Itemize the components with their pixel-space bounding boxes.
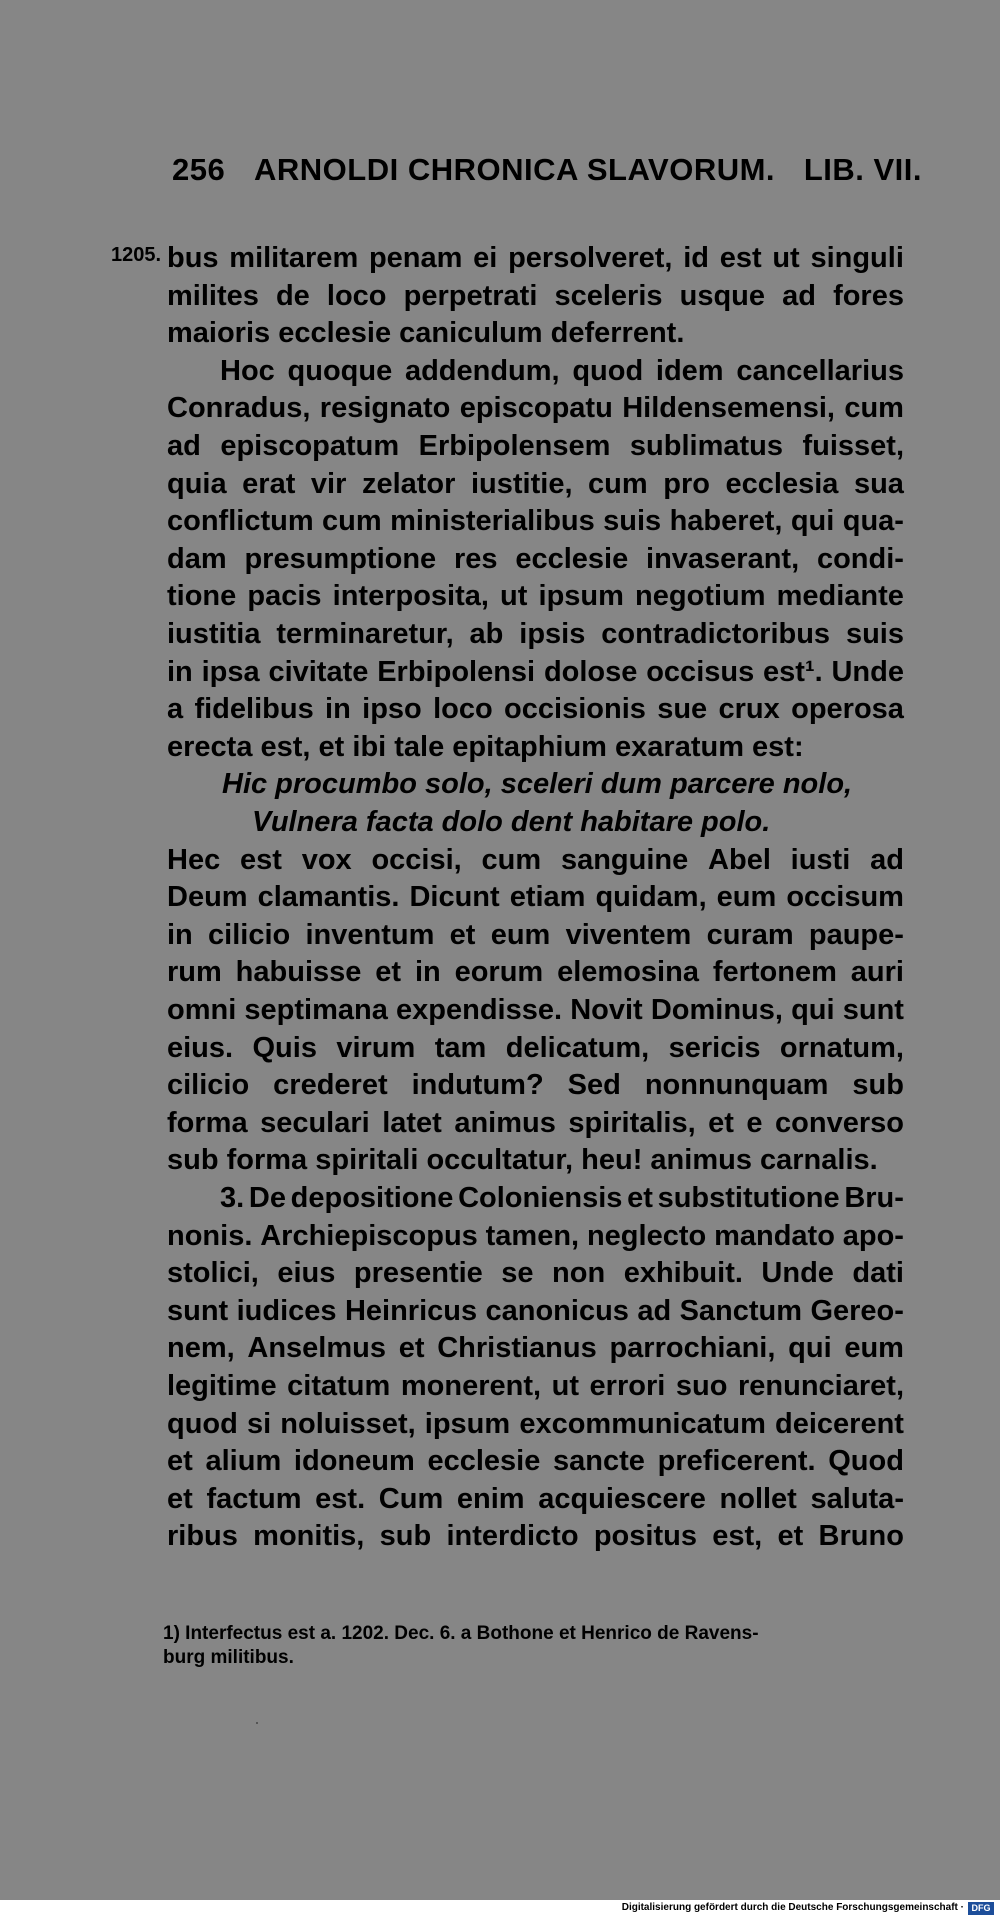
text-line: conflictum cum ministerialibus suis haberet, qui qua-	[167, 505, 904, 537]
text-line: milites de loco perpetrati sceleris usque ad fores	[167, 280, 904, 312]
text-line: Vulnera facta dolo dent habitare polo.	[252, 806, 771, 838]
margin-year: 1205.	[111, 244, 162, 266]
text-line: quod si noluisset, ipsum excommunicatum deicerent	[167, 1408, 904, 1440]
scan-speck	[256, 1722, 258, 1724]
running-title: ARNOLDI CHRONICA SLAVORUM.	[254, 152, 776, 187]
text-line: legitime citatum monerent, ut errori suo renunciaret,	[167, 1370, 904, 1402]
text-line: Hoc quoque addendum, quod idem cancellarius	[220, 355, 904, 387]
text-line: in ipsa civitate Erbipolensi dolose occisus est¹. Unde	[167, 656, 904, 688]
page-number: 256	[172, 152, 226, 187]
text-line: in cilicio inventum et eum viventem curam paupe-	[167, 919, 904, 951]
text-line: sub forma spiritali occultatur, heu! animus carnalis.	[167, 1144, 878, 1176]
footnote-line: 1) Interfectus est a. 1202. Dec. 6. a Bothone et Henrico de Ravens-	[163, 1623, 759, 1644]
text-line: bus militarem penam ei persolveret, id est ut singuli	[167, 242, 904, 274]
text-line: maioris ecclesie caniculum deferrent.	[167, 317, 685, 349]
text-line: nem, Anselmus et Christianus parrochiani, qui eum	[167, 1332, 904, 1364]
footnote-line: burg militibus.	[163, 1647, 294, 1668]
dfg-logo: DFG	[968, 1902, 994, 1915]
text-line: cilicio crederet indutum? Sed nonnunquam sub	[167, 1069, 904, 1101]
text-line: Hic procumbo solo, sceleri dum parcere nolo,	[222, 768, 853, 800]
text-line: et factum est. Cum enim acquiescere nollet saluta-	[167, 1483, 904, 1515]
text-line: a fidelibus in ipso loco occisionis sue crux operosa	[167, 693, 904, 725]
text-line: tione pacis interposita, ut ipsum negotium mediante	[167, 580, 904, 612]
text-line: quia erat vir zelator iustitie, cum pro ecclesia sua	[167, 468, 904, 500]
text-line: et alium idoneum ecclesie sancte preficerent. Quod	[167, 1445, 904, 1477]
text-line: nonis. Archiepiscopus tamen, neglecto mandato apo-	[167, 1220, 904, 1252]
text-line: ad episcopatum Erbipolensem sublimatus fuisset,	[167, 430, 904, 462]
text-line: rum habuisse et in eorum elemosina fertonem auri	[167, 956, 904, 988]
book-number: LIB. VII.	[803, 152, 922, 187]
text-line: Conradus, resignato episcopatu Hildensemensi, cum	[167, 392, 904, 424]
text-line: 3. De depositione Coloniensis et substitutione Bru-	[220, 1182, 904, 1214]
text-line: erecta est, et ibi tale epitaphium exaratum est:	[167, 731, 804, 763]
text-line: Hec est vox occisi, cum sanguine Abel iusti ad	[167, 844, 904, 876]
text-line: eius. Quis virum tam delicatum, sericis ornatum,	[167, 1032, 904, 1064]
text-line: Deum clamantis. Dicunt etiam quidam, eum occisum	[167, 881, 904, 913]
text-line: forma seculari latet animus spiritalis, et e converso	[167, 1107, 904, 1139]
text-line: stolici, eius presentie se non exhibuit. Unde dati	[167, 1257, 904, 1289]
text-line: omni septimana expendisse. Novit Dominus, qui sunt	[167, 994, 904, 1026]
digitization-credit: Digitalisierung gefördert durch die Deutsche Forschungsgemeinschaft ·	[621, 1902, 964, 1913]
text-line: iustitia terminaretur, ab ipsis contradictoribus suis	[167, 618, 904, 650]
text-line: ribus monitis, sub interdicto positus est, et Bruno	[167, 1520, 904, 1552]
running-header	[172, 152, 922, 196]
text-line: dam presumptione res ecclesie invaserant, condi-	[167, 543, 904, 575]
text-line: sunt iudices Heinricus canonicus ad Sanctum Gereo-	[167, 1295, 904, 1327]
